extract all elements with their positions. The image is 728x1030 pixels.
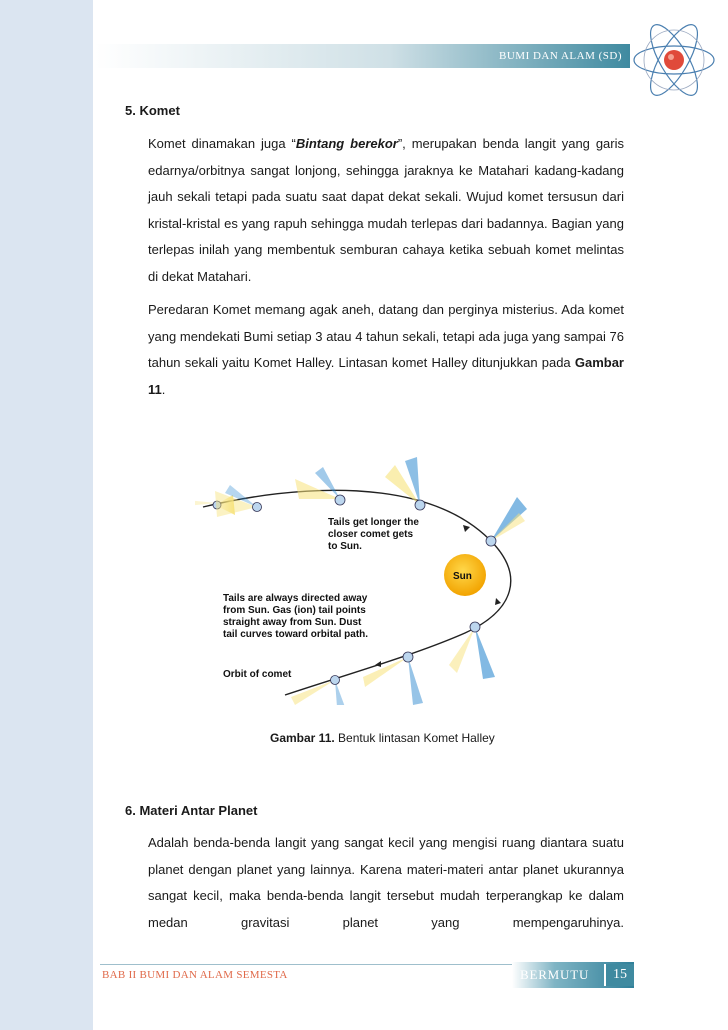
label-orbit: Orbit of comet: [223, 669, 292, 680]
comet-5: [486, 497, 527, 546]
text: Adalah benda-benda langit yang sangat kecil yang mengisi ruang diantara suatu planet dengan planet yang lainnya. Karena materi-materi antar planet ukurannya sangat kecil, maka benda-benda langit tersebut mudah terperangkap ke dalam medan gravitasi planet yang mempengaruhinya.: [148, 835, 624, 930]
page-number: 15: [604, 964, 634, 986]
label-line: Tails get longer the: [328, 517, 419, 528]
halley-orbit-figure: [195, 455, 535, 705]
text: .: [161, 381, 166, 397]
comet-3: [295, 467, 345, 505]
orbit-arrow-2: [495, 598, 501, 605]
label-tails-directed: [223, 593, 370, 640]
comet-4: [385, 457, 425, 510]
label-line: straight away from Sun. Dust: [223, 617, 362, 628]
comet-6: [449, 622, 495, 679]
footer-divider: [100, 964, 512, 965]
label-sun: Sun: [453, 571, 472, 582]
label-line: from Sun. Gas (ion) tail points: [223, 605, 366, 616]
paragraph-komet-2: [148, 297, 624, 403]
label-line: closer comet gets: [328, 529, 414, 540]
label-line: tail curves toward orbital path.: [223, 629, 369, 640]
atom-logo-icon: [628, 14, 720, 106]
header-title: BUMI DAN ALAM (SD): [499, 50, 622, 62]
section-title-materi-antar-planet: 6. Materi Antar Planet: [125, 803, 258, 818]
paragraph-materi-antar-planet: [148, 830, 624, 936]
comet-2: [215, 485, 262, 517]
label-tails-longer: [328, 517, 422, 552]
orbit-arrow-1: [463, 525, 470, 532]
caption-label: Gambar 11.: [270, 731, 335, 745]
label-line: Tails are always directed away: [223, 593, 368, 604]
left-sidebar-band: [0, 0, 93, 1030]
text: Komet dinamakan juga “: [148, 136, 296, 151]
caption-text: Bentuk lintasan Komet Halley: [334, 731, 495, 745]
emphasis-text: Bintang berekor: [295, 136, 398, 151]
footer-chapter: BAB II BUMI DAN ALAM SEMESTA: [102, 969, 288, 981]
figure-reference: Gambar 11: [148, 355, 624, 397]
text: ”, merupakan benda langit yang garis edarnya/orbitnya sangat lonjong, sehingga jaraknya ke Matahari kadang-kadang jauh sekali tetapi pada suatu saat dapat dekat sekali. Wujud komet tersusun dari kristal-kristal es yang rapuh sehingga mudah terlepas dari badannya. Bagian yang terlepas inilah yang membentuk semburan cahaya ketika sebuah komet melintas di dekat Matahari.: [148, 136, 625, 284]
text: Peredaran Komet memang agak aneh, datang dan perginya misterius. Ada komet yang mendekati Bumi setiap 3 atau 4 tahun sekali, tetapi ada juga yang sampai 76 tahun sekali yaitu Komet Halley. Lintasan komet Halley ditunjukkan pada: [148, 302, 624, 370]
section-title-komet: 5. Komet: [125, 103, 180, 118]
label-line: to Sun.: [328, 541, 362, 552]
figure-caption: [270, 731, 495, 745]
footer-brand: BERMUTU: [520, 967, 590, 982]
paragraph-komet-1: [148, 131, 624, 290]
